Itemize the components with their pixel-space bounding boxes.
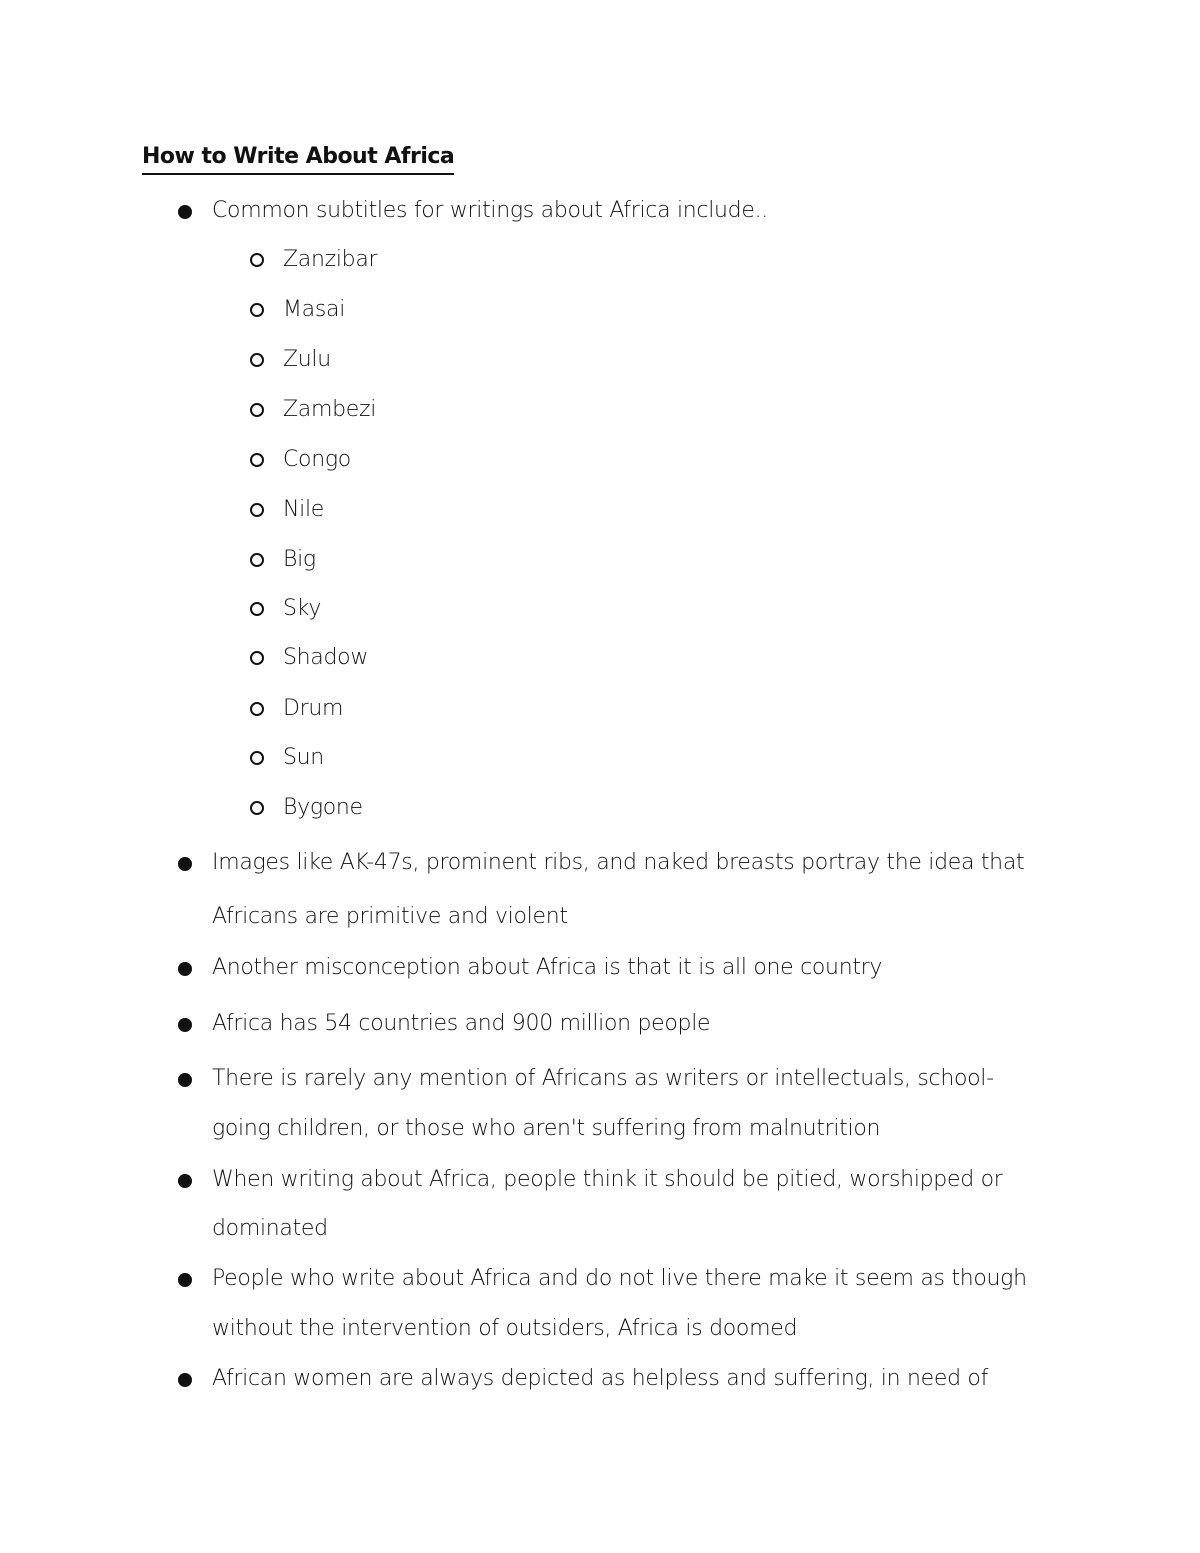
point-line: People who write about Africa and do not live there make it seem as though <box>212 1266 1027 1291</box>
bullet-icon <box>178 1273 192 1287</box>
point-line: When writing about Africa, people think it should be pitied, worshipped or <box>212 1167 1003 1192</box>
point-line: without the intervention of outsiders, Africa is doomed <box>212 1316 798 1341</box>
subtitle-item: Bygone <box>283 795 363 820</box>
subtitle-item: Big <box>283 547 316 572</box>
point-line: Africa has 54 countries and 900 million people <box>212 1011 711 1036</box>
point-line: There is rarely any mention of Africans as writers or intellectuals, school- <box>212 1066 994 1091</box>
hollow-bullet-icon <box>250 702 264 716</box>
bullet-icon <box>178 857 192 871</box>
subtitle-item: Masai <box>283 297 346 322</box>
document-title: How to Write About Africa <box>142 142 454 175</box>
hollow-bullet-icon <box>250 651 264 665</box>
point-line: dominated <box>212 1216 328 1241</box>
bullet-icon <box>178 1174 192 1188</box>
hollow-bullet-icon <box>250 503 264 517</box>
bullet-icon <box>178 205 192 219</box>
hollow-bullet-icon <box>250 801 264 815</box>
point-line: Images like AK-47s, prominent ribs, and naked breasts portray the idea that <box>212 850 1025 875</box>
hollow-bullet-icon <box>250 403 264 417</box>
subtitle-item: Nile <box>283 497 325 522</box>
hollow-bullet-icon <box>250 353 264 367</box>
point-line: Another misconception about Africa is that it is all one country <box>212 955 883 980</box>
hollow-bullet-icon <box>250 453 264 467</box>
subtitle-item: Drum <box>283 696 344 721</box>
hollow-bullet-icon <box>250 553 264 567</box>
subtitle-item: Sun <box>283 745 324 770</box>
intro-text: Common subtitles for writings about Africa include.. <box>212 198 768 223</box>
hollow-bullet-icon <box>250 602 264 616</box>
subtitle-item: Sky <box>283 596 322 621</box>
hollow-bullet-icon <box>250 303 264 317</box>
bullet-icon <box>178 1373 192 1387</box>
bullet-icon <box>178 1073 192 1087</box>
subtitle-item: Zambezi <box>283 397 377 422</box>
subtitle-item: Congo <box>283 447 351 472</box>
hollow-bullet-icon <box>250 751 264 765</box>
subtitle-item: Shadow <box>283 645 369 670</box>
bullet-icon <box>178 1018 192 1032</box>
point-line: African women are always depicted as helpless and suffering, in need of <box>212 1366 989 1391</box>
subtitle-item: Zanzibar <box>283 247 378 272</box>
bullet-icon <box>178 962 192 976</box>
point-line: going children, or those who aren't suffering from malnutrition <box>212 1116 881 1141</box>
hollow-bullet-icon <box>250 253 264 267</box>
subtitle-item: Zulu <box>283 347 331 372</box>
point-line: Africans are primitive and violent <box>212 904 568 929</box>
